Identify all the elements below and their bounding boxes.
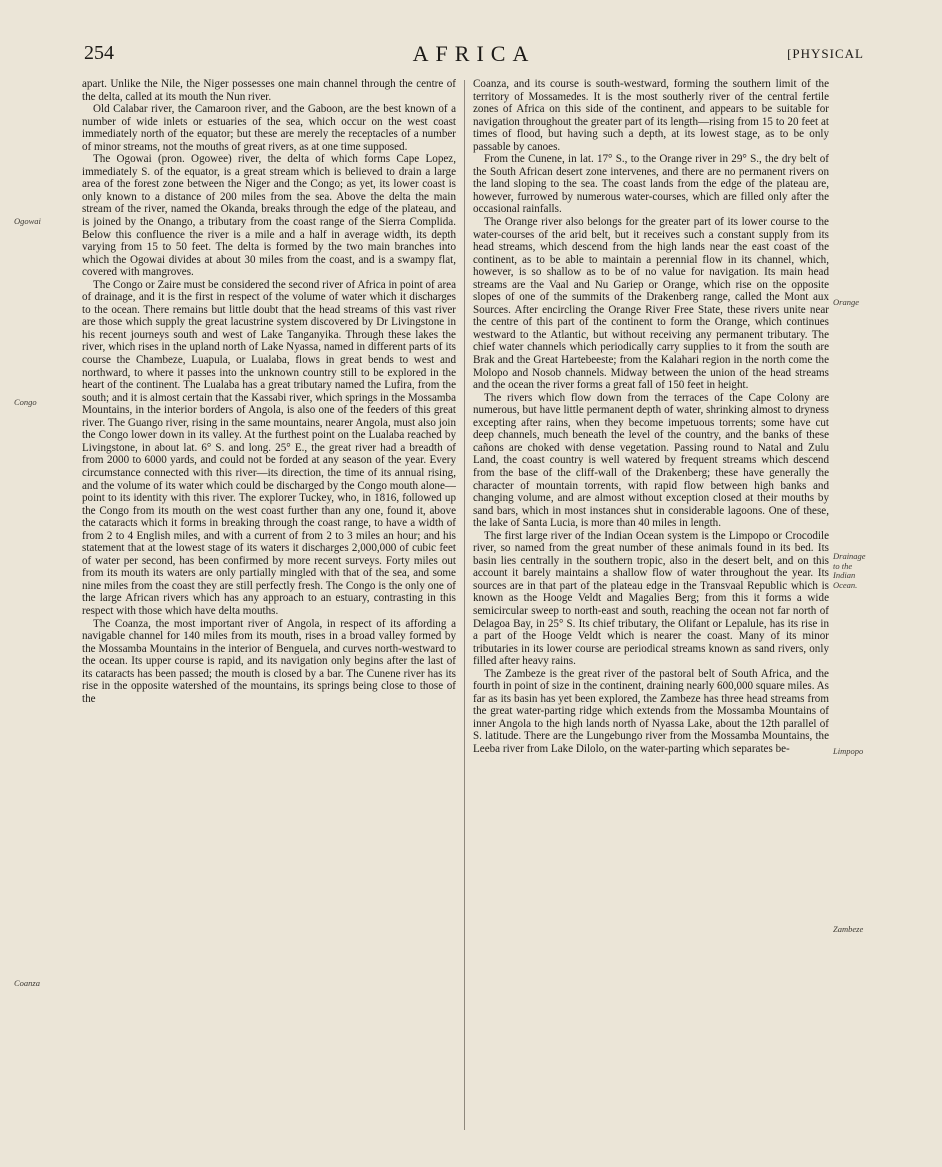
paragraph: Old Calabar river, the Camaroon river, and the Gaboon, are the best known of a number of wide inlets or estuaries of the sea, which occur on the west coast immediately north of the equator; but these are merely the receptacles of a number of minor streams, not the mouths of great rivers, as at one time supposed.: [82, 103, 456, 153]
margin-note-orange: Orange: [833, 297, 859, 307]
page-header: [84, 42, 864, 72]
paragraph: Coanza, and its course is south-westward, forming the southern limit of the territory of Mossamedes. It is the most southerly river of the central fertile zones of Africa on this side of the continent, and appears to be suitable for navigation throughout the greater part of its length—rising from 15 to 20 feet at times of flood, but having such a depth, at its lowest stage, as to be only passable by canoes.: [473, 78, 829, 153]
page-number: 254: [84, 42, 114, 64]
paragraph: From the Cunene, in lat. 17° S., to the Orange river in 29° S., the dry belt of the South African desert zone intervenes, and there are no permanent rivers on the land sloping to the sea. The coast lands from the edge of the plateau are, however, furrowed by numerous water-courses, which are filled only after the occasional rainfalls.: [473, 153, 829, 216]
page-title: AFRICA: [412, 41, 536, 66]
left-column: [82, 78, 456, 1138]
paragraph: The Congo or Zaire must be considered the second river of Africa in point of area of drainage, and it is the first in respect of the volume of water which it discharges to the ocean. There remains but little doubt that the head streams of this vast river are those which supply the great lacustrine system discovered by Dr Livingstone in his recent journeys south and west of Lake Tanganyika. Through these lakes the river, which rises in the upland north of Lake Nyassa, named in different parts of its course the Chambeze, Luapula, or Lualaba, flows in great bends to west and northward, to where it passes into the unknown country still to be explored in the heart of the continent. The Lualaba has a great tributary named the Lufira, from the south; and it is almost certain that the Kassabi river, which springs in the Mossamba Mountains, in the interior borders of Angola, is also one of the feeders of this great river. The Guango river, rising in the same mountains, nearer Angola, must also join the Congo lower down in its valley. At the furthest point on the Lualaba reached by Livingstone, in about lat. 6° S. and long. 25° E., the great river had a breadth of from 2000 to 6000 yards, and could not be forded at any season of the year. Every circumstance connected with this river—its direction, the time of its annual rising, and the volume of its water which could be discharged by the Congo mouth alone—point to its identity with this river. The explorer Tuckey, who, in 1816, followed up the Congo from its mouth on the west coast further than any one, found it, above the cataracts which it forms in breaking through the coast range, to have a width of from 2 to 4 English miles, and with a current of from 2 to 3 miles an hour; and his statement that at the lowest stage of its waters it discharges 2,000,000 of cubic feet of water per second, has been confirmed by more recent surveys. Forty miles out from its mouth its waters are only partially mingled with that of the sea, and some nine miles from the coast they are still perfectly fresh. The Congo is the only one of the large African rivers which has any approach to an estuary, contrasting in this respect with those which have delta mouths.: [82, 278, 456, 617]
margin-note-coanza: Coanza: [14, 978, 40, 988]
paragraph: The rivers which flow down from the terraces of the Cape Colony are numerous, but have little permanent depth of water, shrinking almost to dryness excepting after rains, when they become impetuous torrents; some have cut deep channels, much beneath the level of the country, and the banks of these cañons are choked with dense vegetation. Passing round to Natal and Zulu Land, the coast country is well watered by frequent streams which descend from the base of the cliff-wall of the Drakenberg; these have generally the character of mountain torrents, with rapid flow between high banks and changing volume, and are almost without exception closed at their mouths by sand bars, which in most instances shut in considerable lagoons. One of these, the lake of Santa Lucia, is more than 40 miles in length.: [473, 391, 829, 530]
section-tag: [PHYSICAL: [787, 46, 864, 61]
margin-note-ogowai: Ogowai: [14, 216, 41, 226]
paragraph: The Zambeze is the great river of the pastoral belt of South Africa, and the fourth in point of size in the continent, draining nearly 600,000 square miles. As far as its basin has yet been explored, the Zambeze has three head streams from the great water-parting ridge which extends from the Mossamba Mountains of inner Angola to the high lands north of Nyassa Lake, about the 12th parallel of S. latitude. There are the Lungebungo river from the Mossamba Mountains, the Leeba river from Lake Dilolo, on the water-parting which separates be-: [473, 667, 829, 755]
margin-note-limpopo: Limpopo: [833, 746, 864, 756]
paragraph: The Coanza, the most important river of Angola, in respect of its affording a navigable channel for 140 miles from its mouth, rises in a broad valley formed by the Mossamba Mountains in the interior of Benguela, and curves north-westward to the ocean. Its upper course is rapid, and its navigation only begins after the last of its cataracts has been passed; the mouth is closed by a bar. The Cunene river has its rise in the opposite watershed of the mountains, its springs being close to those of the: [82, 617, 456, 705]
paragraph: apart. Unlike the Nile, the Niger possesses one main channel through the centre of the delta, called at its mouth the Nun river.: [82, 78, 456, 103]
margin-note-congo: Congo: [14, 397, 37, 407]
right-column: [473, 78, 829, 1138]
margin-note-drainage: Drainage to the Indian Ocean.: [833, 551, 866, 590]
column-divider: [464, 80, 465, 1130]
paragraph: The Ogowai (pron. Ogowee) river, the delta of which forms Cape Lopez, immediately S. of the equator, is a great stream which is believed to drain a large area of the forest zone between the Niger and the Congo; as yet, its lower coast is only known to a distance of 200 miles from the sea. Above the delta the main stream of the river, named the Okanda, breaks through the edge of the plateau, and is joined by the Onango, a tributary from the coast range of the Sierra Complida. Below this confluence the river is a mile and a half in average width, its depth varying from 15 to 50 feet. The delta is formed by the two main branches into which the Ogowai divides at about 30 miles from the coast, and is a swampy flat, covered with mangroves.: [82, 153, 456, 279]
margin-note-zambeze: Zambeze: [833, 924, 864, 934]
paragraph: The Orange river also belongs for the greater part of its lower course to the water-courses of the arid belt, but it receives such a constant supply from its head streams, which descend from the high lands near the east coast of the continent, as to be able to maintain a perennial flow in its channel, which, however, is so shallow as to be of no value for navigation. Its main head streams are the Vaal and Nu Gariep or Orange, which rise on the opposite slopes of one of the summits of the Drakenberg range, called the Mont aux Sources. After encircling the Orange River Free State, these rivers unite near the centre of this part of the continent to form the Orange, which continues westward to the Atlantic, but without receiving any permanent tributary. The chief water channels which periodically carry supplies to it from the south are Brak and the Great Hartebeeste; from the Kalahari region in the north come the Molopo and Nosob channels. Midway between the union of the head streams and the ocean the river forms a great fall of 150 feet in height.: [473, 216, 829, 392]
paragraph: The first large river of the Indian Ocean system is the Limpopo or Crocodile river, so named from the great number of these animals found in its bed. Its basin lies centrally in the southern tropic, also in the desert belt, and on this account it barely maintains a shallow flow of water throughout the year. Its sources are in that part of the plateau edge in the Transvaal Republic which is known as the Hooge Veldt and Magalies Berg; from this it forms a wide semicircular sweep to north-east and south, reaching the ocean not far north of Delagoa Bay, in 25° S. Its chief tributary, the Olifant or Lepalule, has its rise in a part of the Hooge Veldt which is nearer the coast. Many of its minor tributaries in its lower course are periodical streams known as sand rivers, only filled after heavy rains.: [473, 529, 829, 668]
